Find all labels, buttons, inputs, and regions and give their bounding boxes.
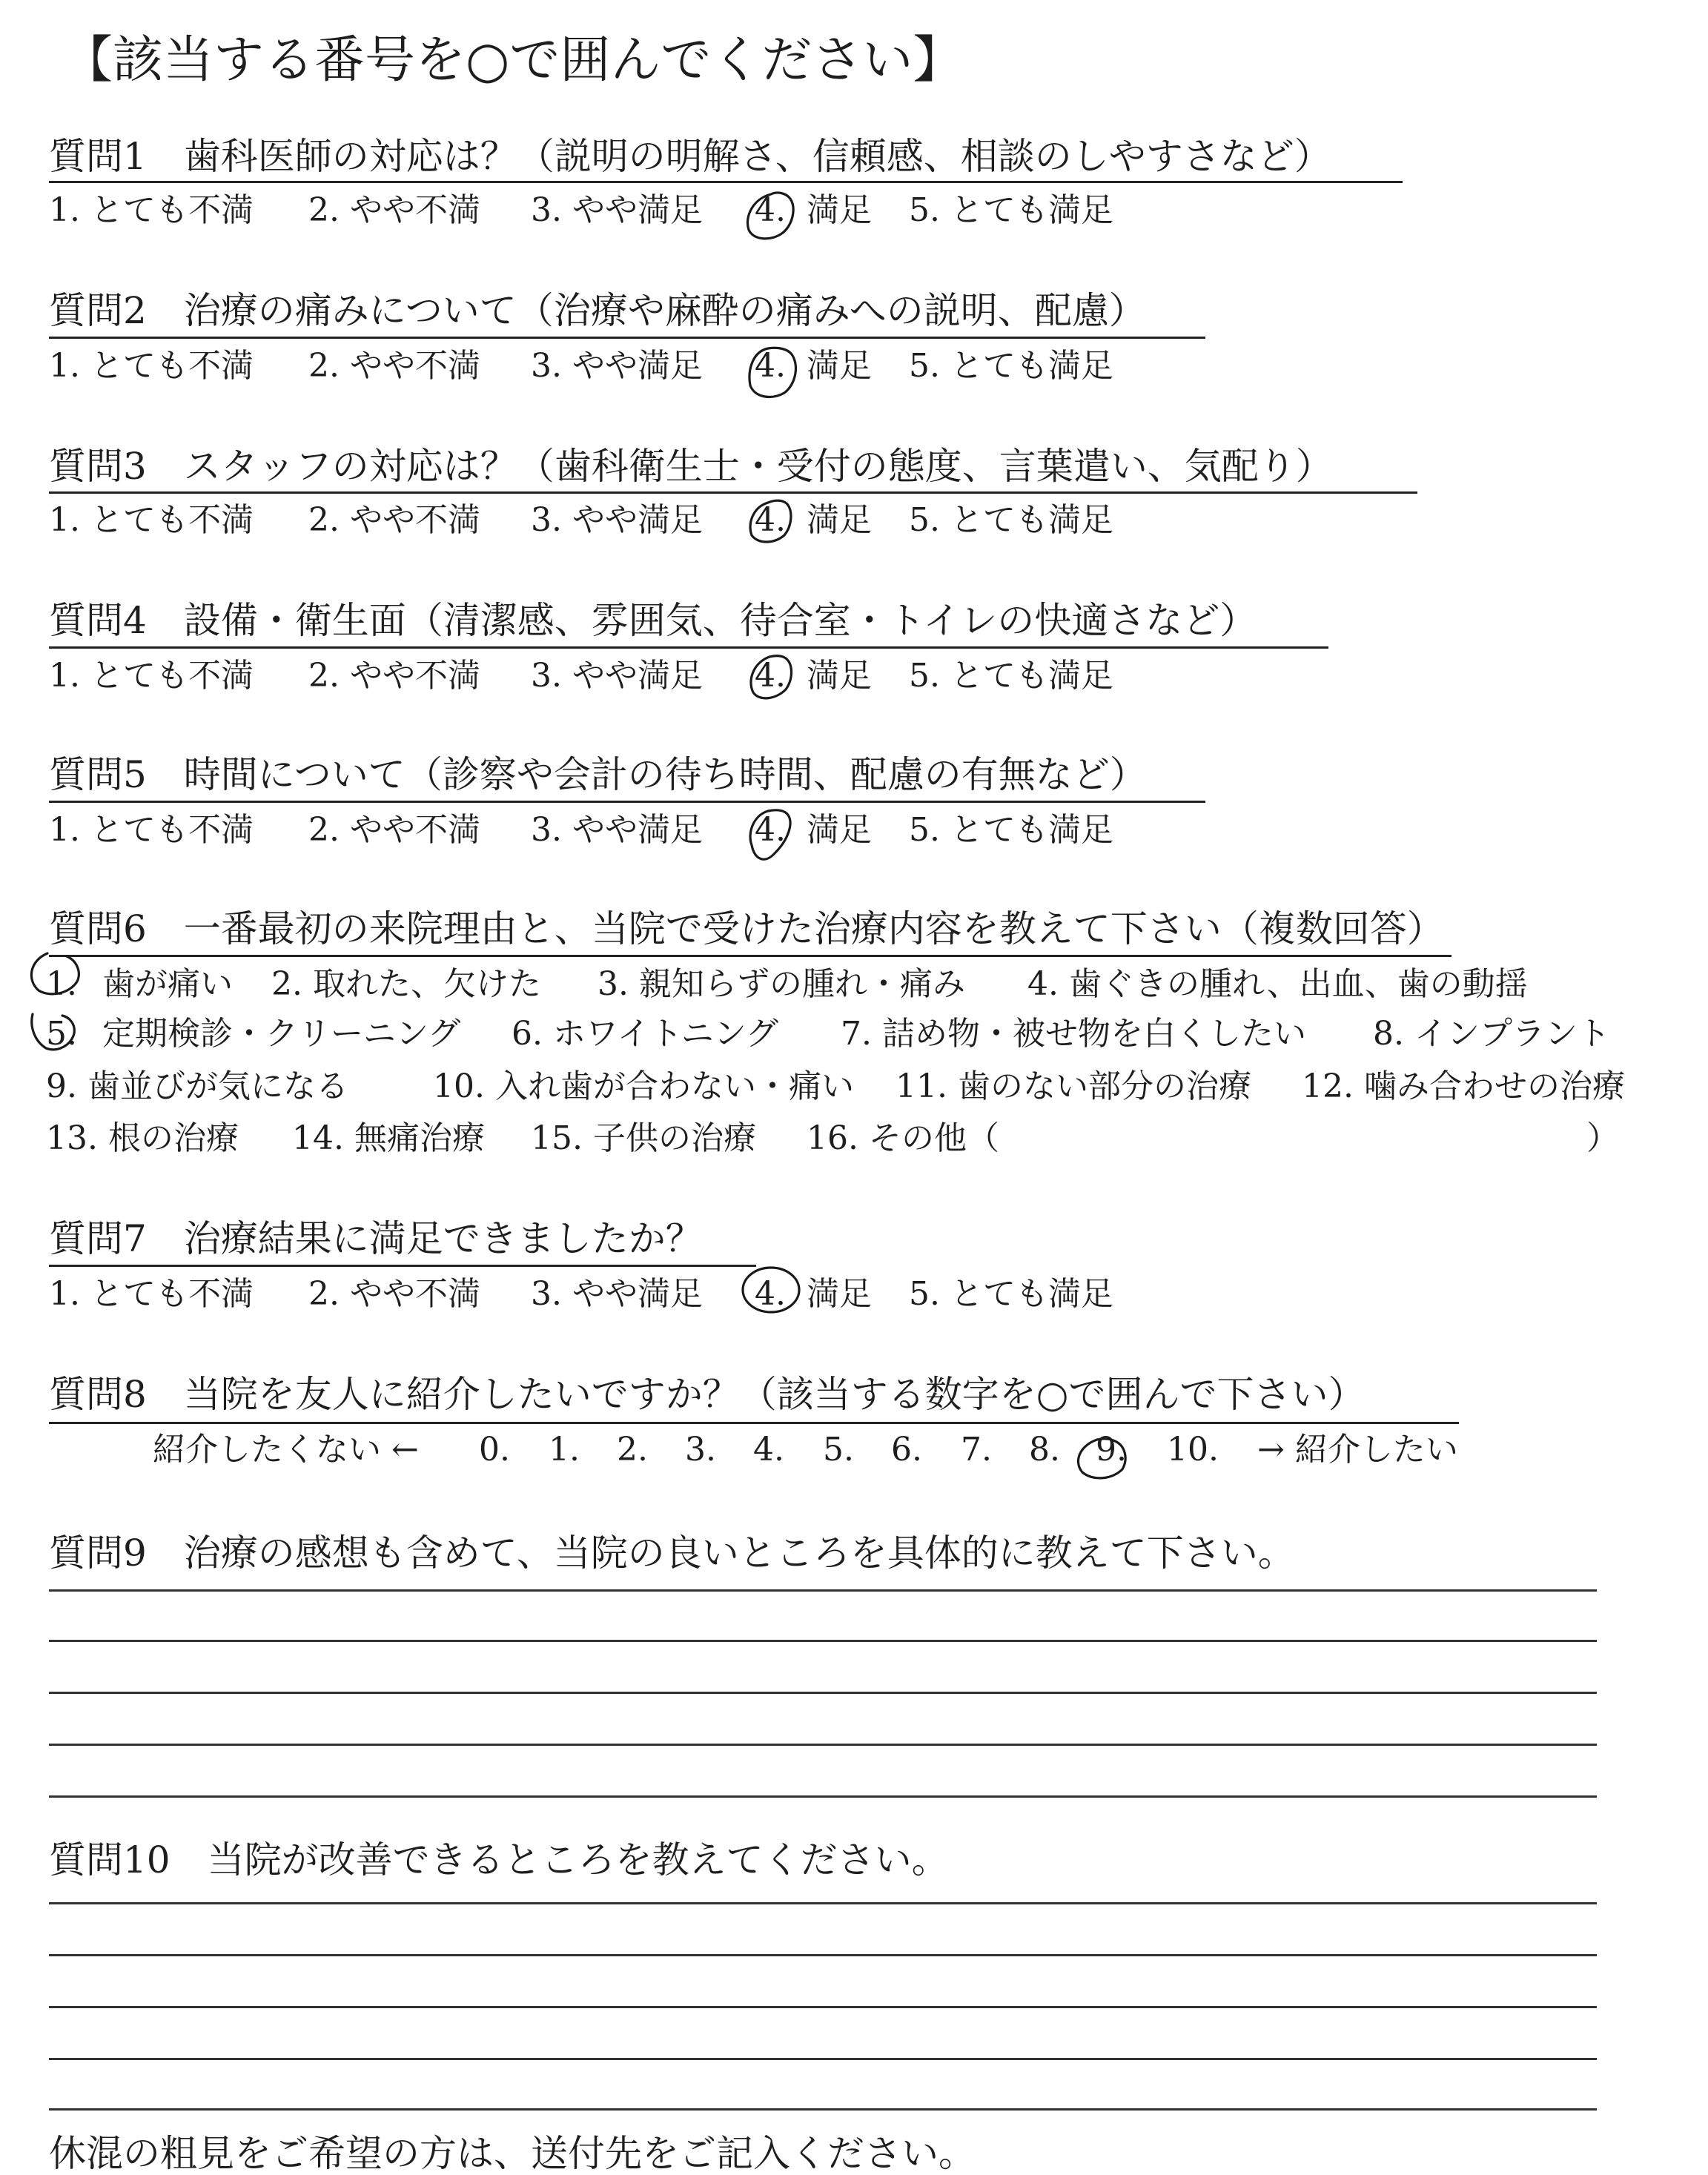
question-3-title: 質問3 スタッフの対応は？（歯科衛生士・受付の態度、言葉遣い、気配り）	[49, 445, 1333, 488]
question-2-underline	[49, 337, 1205, 339]
q7-option-2[interactable]: 2. やや不満	[308, 1275, 480, 1313]
q4-option-2[interactable]: 2. やや不満	[308, 657, 480, 695]
q9-answer-line-3[interactable]	[49, 1692, 1597, 1694]
q5-option-5[interactable]: 5. とても満足	[909, 811, 1113, 849]
q8-score-10[interactable]: 10.	[1167, 1431, 1219, 1469]
q10-answer-line-1[interactable]	[49, 1902, 1597, 1904]
q9-answer-line-2[interactable]	[49, 1640, 1597, 1642]
q6-option-9[interactable]: 9. 歯並びが気になる	[46, 1067, 348, 1105]
question-9-title: 質問9 治療の感想も含めて、当院の良いところを具体的に教えて下さい。	[49, 1532, 1295, 1575]
q6-option-8[interactable]: 8. インプラント	[1373, 1015, 1610, 1053]
q3-option-4[interactable]: 4.	[755, 501, 786, 539]
q1-option-2[interactable]: 2. やや不満	[308, 191, 480, 229]
q2-option-4-label: 満足	[807, 347, 872, 385]
q10-answer-line-2[interactable]	[49, 1954, 1597, 1956]
question-7-title: 質問7 治療結果に満足できましたか？	[49, 1217, 703, 1260]
q1-option-1[interactable]: 1. とても不満	[49, 191, 254, 229]
q5-option-2[interactable]: 2. やや不満	[308, 811, 480, 849]
q6-option-16[interactable]: 16. その他（	[807, 1119, 999, 1157]
q6-option-12[interactable]: 12. 噛み合わせの治療	[1302, 1067, 1625, 1105]
q8-score-1[interactable]: 1.	[549, 1431, 580, 1469]
q3-option-3[interactable]: 3. やや満足	[531, 501, 703, 539]
q2-option-1[interactable]: 1. とても不満	[49, 347, 254, 385]
q6-option-10[interactable]: 10. 入れ歯が合わない・痛い	[433, 1067, 854, 1105]
q8-score-0[interactable]: 0.	[479, 1431, 510, 1469]
q9-answer-line-5[interactable]	[49, 1795, 1597, 1798]
q6-option-3[interactable]: 3. 親知らずの腫れ・痛み	[598, 965, 965, 1003]
q10-answer-line-5[interactable]	[49, 2108, 1597, 2111]
q6-option-5[interactable]: 5.	[46, 1015, 77, 1053]
q8-score-2[interactable]: 2.	[617, 1431, 648, 1469]
q5-option-4-label: 満足	[807, 811, 872, 849]
q4-option-4[interactable]: 4.	[755, 657, 786, 695]
question-2-title: 質問2 治療の痛みについて（治療や麻酔の痛みへの説明、配慮）	[49, 289, 1146, 332]
q6-option-13[interactable]: 13. 根の治療	[46, 1119, 239, 1157]
q5-option-4[interactable]: 4.	[755, 811, 786, 849]
q3-option-4-label: 満足	[807, 501, 872, 539]
question-6-underline	[49, 955, 1452, 957]
footer-note: 休混の粗見をご希望の方は、送付先をご記入ください。	[49, 2132, 976, 2175]
q1-option-4-label: 満足	[807, 191, 872, 229]
q8-score-6[interactable]: 6.	[891, 1431, 922, 1469]
question-1-underline	[49, 181, 1403, 183]
q8-score-7[interactable]: 7.	[961, 1431, 992, 1469]
q2-option-4[interactable]: 4.	[755, 347, 786, 385]
q10-answer-line-3[interactable]	[49, 2006, 1597, 2008]
q8-score-5[interactable]: 5.	[823, 1431, 854, 1469]
q8-score-3[interactable]: 3.	[685, 1431, 716, 1469]
q6-option-11[interactable]: 11. 歯のない部分の治療	[896, 1067, 1251, 1105]
q8-score-9[interactable]: 9.	[1096, 1431, 1127, 1469]
instruction-heading: 【該当する番号を○で囲んでください】	[62, 31, 964, 90]
q4-option-5[interactable]: 5. とても満足	[909, 657, 1113, 695]
q7-option-5[interactable]: 5. とても満足	[909, 1275, 1113, 1313]
q9-answer-line-4[interactable]	[49, 1744, 1597, 1746]
question-4-title: 質問4 設備・衛生面（清潔感、雰囲気、待合室・トイレの快適さなど）	[49, 599, 1257, 642]
q6-option-7[interactable]: 7. 詰め物・被せ物を白くしたい	[841, 1015, 1306, 1053]
q6-option-2[interactable]: 2. 取れた、欠けた	[271, 965, 541, 1003]
q6-option-1[interactable]: 1.	[46, 965, 77, 1003]
question-3-underline	[49, 491, 1417, 494]
q7-option-4[interactable]: 4.	[755, 1275, 786, 1313]
q4-option-1[interactable]: 1. とても不満	[49, 657, 254, 695]
q3-option-2[interactable]: 2. やや不満	[308, 501, 480, 539]
q6-option-15[interactable]: 15. 子供の治療	[531, 1119, 756, 1157]
q5-option-3[interactable]: 3. やや満足	[531, 811, 703, 849]
q6-option-4[interactable]: 4. 歯ぐきの腫れ、出血、歯の動揺	[1027, 965, 1528, 1003]
q5-option-1[interactable]: 1. とても不満	[49, 811, 254, 849]
question-7-underline	[49, 1265, 756, 1267]
q1-option-3[interactable]: 3. やや満足	[531, 191, 703, 229]
q9-answer-line-1[interactable]	[49, 1589, 1597, 1592]
q10-answer-line-4[interactable]	[49, 2058, 1597, 2060]
q8-score-8[interactable]: 8.	[1029, 1431, 1060, 1469]
q8-right-label: → 紹介したい	[1257, 1431, 1458, 1469]
q6-option-6[interactable]: 6. ホワイトニング	[512, 1015, 779, 1053]
question-8-underline	[49, 1422, 1459, 1424]
question-5-underline	[49, 801, 1205, 803]
q2-option-5[interactable]: 5. とても満足	[909, 347, 1113, 385]
q2-option-3[interactable]: 3. やや満足	[531, 347, 703, 385]
q4-option-4-label: 満足	[807, 657, 872, 695]
q6-option-16-close: ）	[1586, 1119, 1619, 1157]
q8-left-label: 紹介したくない ←	[153, 1431, 419, 1469]
q3-option-1[interactable]: 1. とても不満	[49, 501, 254, 539]
question-4-underline	[49, 646, 1328, 649]
q7-option-1[interactable]: 1. とても不満	[49, 1275, 254, 1313]
question-10-title: 質問10 当院が改善できるところを教えてください。	[49, 1838, 949, 1881]
q6-option-1-label: 歯が痛い	[102, 965, 233, 1003]
q3-option-5[interactable]: 5. とても満足	[909, 501, 1113, 539]
q7-option-4-label: 満足	[807, 1275, 872, 1313]
q8-score-4[interactable]: 4.	[753, 1431, 784, 1469]
question-1-title: 質問1 歯科医師の対応は？（説明の明解さ、信頼感、相談のしやすさなど）	[49, 135, 1331, 178]
q1-option-4[interactable]: 4.	[755, 191, 786, 229]
q1-option-5[interactable]: 5. とても満足	[909, 191, 1113, 229]
question-6-title: 質問6 一番最初の来院理由と、当院で受けた治療内容を教えて下さい（複数回答）	[49, 907, 1444, 950]
q4-option-3[interactable]: 3. やや満足	[531, 657, 703, 695]
question-8-title: 質問8 当院を友人に紹介したいですか？（該当する数字を○で囲んで下さい）	[49, 1373, 1366, 1416]
q6-option-14[interactable]: 14. 無痛治療	[292, 1119, 485, 1157]
q6-option-5-label: 定期検診・クリーニング	[102, 1015, 461, 1053]
question-5-title: 質問5 時間について（診察や会計の待ち時間、配慮の有無など）	[49, 753, 1147, 796]
q7-option-3[interactable]: 3. やや満足	[531, 1275, 703, 1313]
q2-option-2[interactable]: 2. やや不満	[308, 347, 480, 385]
